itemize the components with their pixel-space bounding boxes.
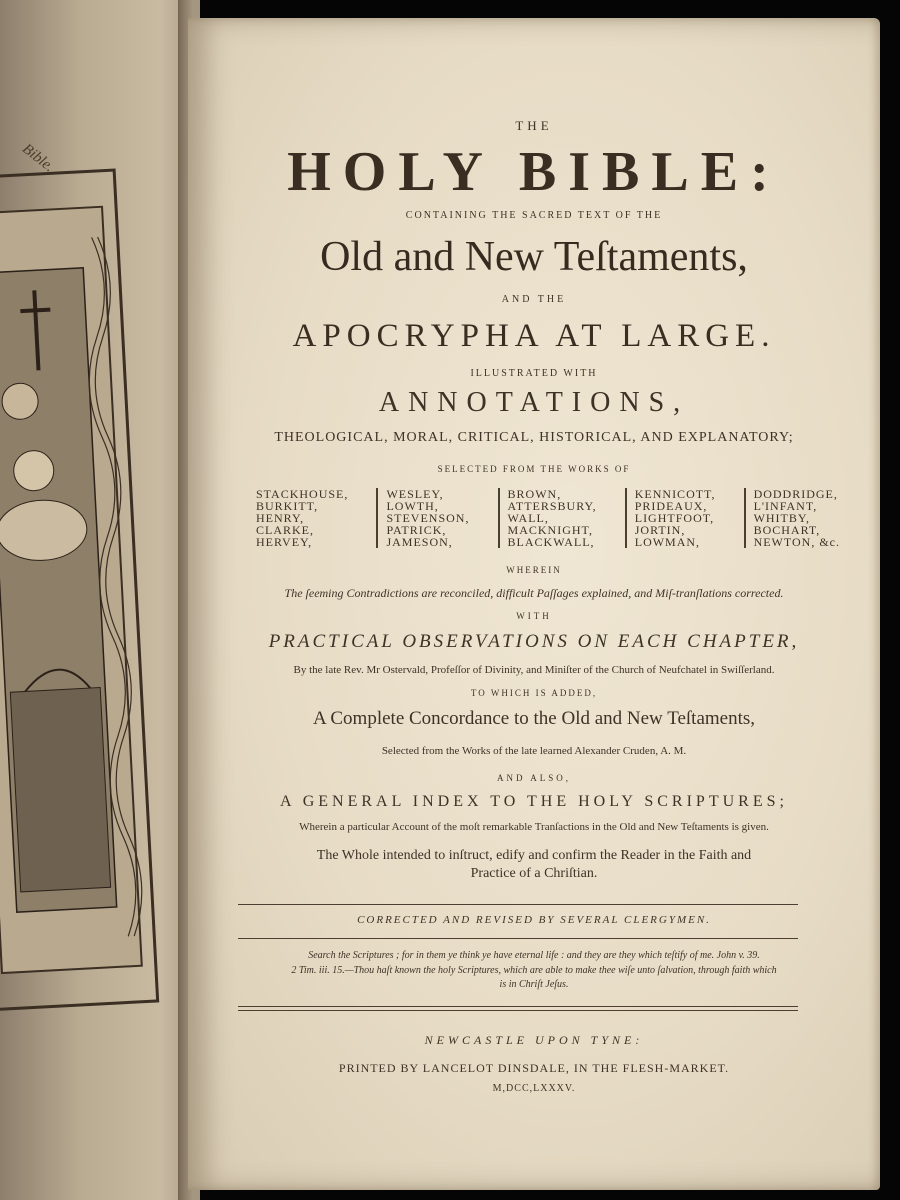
author-name: WESLEY, [386, 487, 444, 501]
frontispiece-caption: Bible. [19, 140, 57, 176]
and-the-line: AND THE [501, 294, 567, 305]
author-name: HERVEY, [256, 535, 313, 549]
frontispiece-engraving [0, 166, 162, 1014]
author-name: CLARKE, [256, 523, 314, 537]
divider-rule [238, 904, 798, 905]
main-title: HOLY BIBLE: [287, 141, 781, 203]
with-line: WITH [516, 611, 552, 621]
author-name: JORTIN, [634, 523, 686, 537]
corrected-line: CORRECTED AND REVISED BY SEVERAL CLERGYMEN. [357, 914, 711, 926]
scripture-quote-2: 2 Tim. iii. 15.—Thou haſt known the holy Scriptures, which are able to make thee wiſe unto ſalvation, through faith which [291, 965, 777, 976]
author-column [498, 488, 605, 548]
apocrypha-title: APOCRYPHA AT LARGE. [292, 318, 776, 354]
author-name: LOWMAN, [634, 535, 701, 549]
author-name: LOWTH, [386, 499, 439, 513]
wherein-line: WHEREIN [506, 565, 562, 575]
testaments-title: Old and New Teſtaments, [320, 234, 748, 280]
author-name: BROWN, [507, 487, 562, 501]
author-name: DODDRIDGE, [753, 487, 838, 501]
account-line: Wherein a particular Account of the moſt remarkable Tranſactions in the Old and New Teſtaments is given. [299, 821, 769, 833]
author-columns [248, 488, 848, 548]
whole-intended-line-1: The Whole intended to inſtruct, edify and confirm the Reader in the Faith and [316, 848, 752, 863]
author-name: NEWTON, &c. [753, 535, 840, 549]
author-name: JAMESON, [386, 535, 453, 549]
author-name: HENRY, [256, 511, 305, 525]
divider-rule [238, 938, 798, 939]
divider-rule [238, 1010, 798, 1011]
seeming-line: The ſeeming Contradictions are reconciled, difficult Paſſages explained, and Miſ-tranſlations corrected. [284, 586, 784, 600]
author-name: BURKITT, [256, 499, 319, 513]
scripture-quote-3: is in Chriſt Jeſus. [499, 979, 569, 990]
author-name: PRIDEAUX, [634, 499, 708, 513]
imprint-printer: PRINTED BY LANCELOT DINSDALE, IN THE FLESH-MARKET. [338, 1061, 730, 1075]
illustrated-line: ILLUSTRATED WITH [470, 368, 598, 379]
author-name: BLACKWALL, [507, 535, 595, 549]
ostervald-line: By the late Rev. Mr Ostervald, Profeſſor of Divinity, and Miniſter of the Church of Neufchatel in Swiſſerland. [293, 664, 775, 676]
author-name: STEVENSON, [386, 511, 470, 525]
author-name: BOCHART, [753, 523, 821, 537]
author-name: KENNICOTT, [634, 487, 716, 501]
frontispiece-page [0, 0, 200, 1200]
whole-intended-line-2: Practice of a Chriſtian. [470, 866, 598, 881]
selected-line: SELECTED FROM THE WORKS OF [437, 464, 631, 474]
author-name: WHITBY, [753, 511, 811, 525]
imprint-place: NEWCASTLE UPON TYNE: [424, 1033, 644, 1047]
author-column [625, 488, 724, 548]
author-name: ATTERSBURY, [507, 499, 597, 513]
divider-rule [238, 1006, 798, 1007]
practical-observations: PRACTICAL OBSERVATIONS ON EACH CHAPTER, [268, 631, 800, 652]
and-also-line: AND ALSO, [496, 773, 571, 783]
author-name: L'INFANT, [753, 499, 818, 513]
author-name: STACKHOUSE, [256, 487, 349, 501]
author-name: MACKNIGHT, [507, 523, 593, 537]
scripture-quote-1: Search the Scriptures ; for in them ye think ye have eternal life : and they are they which teſtify of me. John v. 39. [308, 950, 760, 961]
annotations-title: ANNOTATIONS, [378, 387, 690, 418]
author-column [744, 488, 848, 548]
imprint-date: M,DCC,LXXXV. [492, 1083, 576, 1094]
cruden-line: Selected from the Works of the late learned Alexander Cruden, A. M. [381, 745, 687, 757]
theological-line: THEOLOGICAL, MORAL, CRITICAL, HISTORICAL, AND EXPLANATORY; [274, 430, 794, 445]
author-name: LIGHTFOOT, [634, 511, 715, 525]
author-column [376, 488, 477, 548]
the-heading: THE [515, 118, 553, 133]
title-page [188, 18, 880, 1190]
author-name: WALL, [507, 511, 549, 525]
to-which-line: TO WHICH IS ADDED, [470, 688, 598, 698]
author-name: PATRICK, [386, 523, 447, 537]
author-column [248, 488, 356, 548]
concordance-title: A Complete Concordance to the Old and New Teſtaments, [312, 708, 756, 729]
general-index-title: A GENERAL INDEX TO THE HOLY SCRIPTURES; [280, 793, 788, 810]
containing-line: CONTAINING THE SACRED TEXT OF THE [405, 210, 663, 221]
